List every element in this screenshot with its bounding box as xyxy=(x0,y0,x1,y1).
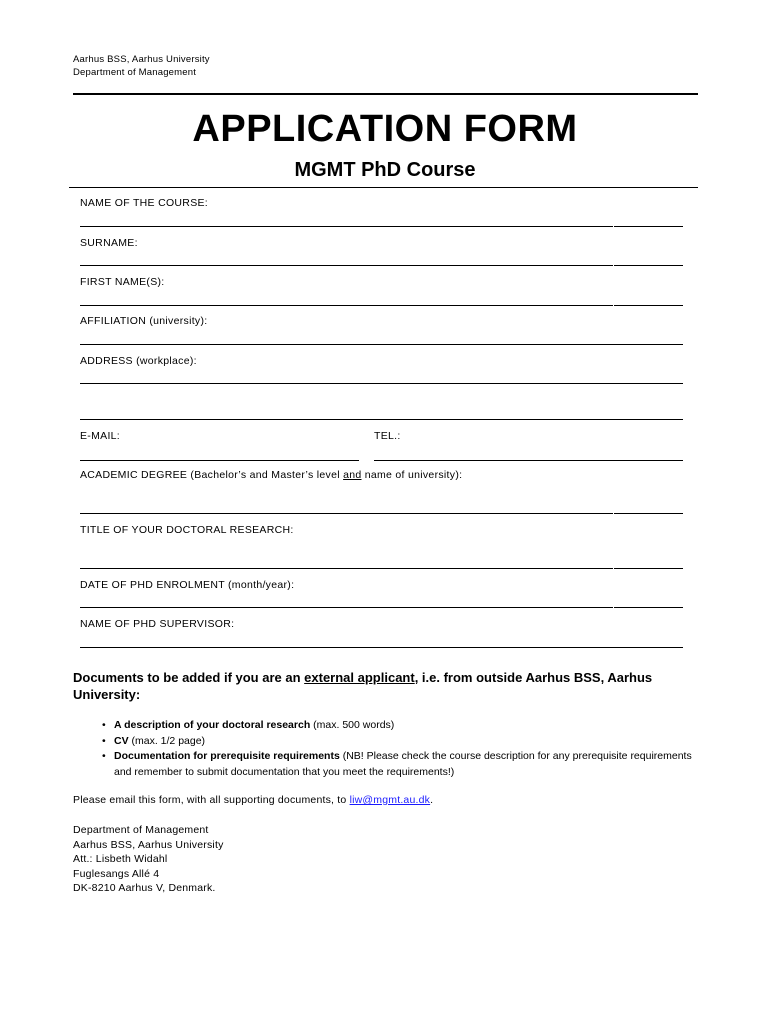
first-names-line[interactable] xyxy=(80,305,613,306)
course-name-label: NAME OF THE COURSE: xyxy=(80,197,209,209)
submission-text-end: . xyxy=(430,794,434,806)
research-title-label: TITLE OF YOUR DOCTORAL RESEARCH: xyxy=(80,524,294,536)
email-line[interactable] xyxy=(80,460,359,461)
first-names-line-end xyxy=(614,305,683,306)
submission-instructions xyxy=(73,794,433,806)
document-item-title: A description of your doctoral research xyxy=(114,719,311,731)
documents-list-item xyxy=(100,749,700,780)
documents-list-item xyxy=(100,734,700,750)
email-link[interactable]: liw@mgmt.au.dk xyxy=(349,794,431,806)
first-names-label: FIRST NAME(S): xyxy=(80,276,165,288)
institution-name: Aarhus BSS, Aarhus University xyxy=(73,54,210,65)
enrolment-date-label: DATE OF PHD ENROLMENT (month/year): xyxy=(80,579,295,591)
page-subtitle: MGMT PhD Course xyxy=(294,159,476,181)
address-line: DK-8210 Aarhus V, Denmark. xyxy=(73,882,216,895)
tel-line[interactable] xyxy=(374,460,683,461)
academic-degree-line-end xyxy=(614,513,683,514)
academic-degree-label-start: ACADEMIC DEGREE (Bachelor’s and Master’s level xyxy=(80,469,344,481)
academic-degree-label-and: and xyxy=(343,469,362,481)
course-name-line[interactable] xyxy=(80,226,613,227)
address-line: Department of Management xyxy=(73,824,209,836)
documents-heading xyxy=(73,669,693,703)
document-item-title: CV xyxy=(114,734,129,747)
document-item-detail: (max. 500 words) xyxy=(310,719,395,731)
submission-text: Please email this form, with all supporting documents, to xyxy=(73,794,350,806)
research-title-line-end xyxy=(614,568,683,569)
postal-address xyxy=(73,823,224,896)
supervisor-line[interactable] xyxy=(80,647,683,648)
document-item-detail: (max. 1/2 page) xyxy=(128,734,206,747)
surname-label: SURNAME: xyxy=(80,237,138,249)
address-line-2[interactable] xyxy=(80,419,683,420)
email-label: E-MAIL: xyxy=(80,430,121,442)
documents-heading-end: , i.e. from outside Aarhus BSS, Aarhus University: xyxy=(73,670,653,702)
supervisor-label: NAME OF PHD SUPERVISOR: xyxy=(80,618,235,630)
documents-heading-start: Documents to be added if you are an xyxy=(73,670,305,685)
address-line: Fuglesangs Allé 4 xyxy=(73,867,160,880)
course-name-line-end xyxy=(614,226,683,227)
header-divider xyxy=(73,93,698,95)
affiliation-line[interactable] xyxy=(80,344,683,345)
academic-degree-label xyxy=(80,469,462,481)
enrolment-date-line[interactable] xyxy=(80,607,613,608)
documents-list-item xyxy=(100,718,700,734)
affiliation-label: AFFILIATION (university): xyxy=(80,315,208,327)
department-name: Department of Management xyxy=(73,67,197,78)
research-title-line[interactable] xyxy=(80,568,613,569)
address-line-1[interactable] xyxy=(80,383,683,384)
academic-degree-label-end: name of university): xyxy=(361,469,463,481)
document-item-title: Documentation for prerequisite requirements xyxy=(114,750,340,762)
tel-label: TEL.: xyxy=(374,430,401,442)
title-divider xyxy=(69,187,698,188)
enrolment-date-line-end xyxy=(614,607,683,608)
address-line: Aarhus BSS, Aarhus University xyxy=(73,838,224,851)
surname-line[interactable] xyxy=(80,265,613,266)
document-item-detail: (NB! Please check the course description for any prerequisite requirements and remember to submit documentation that you meet the requirements!) xyxy=(114,750,692,778)
page-title: APPLICATION FORM xyxy=(192,108,578,150)
documents-list xyxy=(100,718,700,780)
academic-degree-line[interactable] xyxy=(80,513,613,514)
external-applicant-text: external applicant xyxy=(304,670,415,685)
surname-line-end xyxy=(614,265,683,266)
address-label: ADDRESS (workplace): xyxy=(80,355,197,367)
address-line: Att.: Lisbeth Widahl xyxy=(73,853,168,866)
